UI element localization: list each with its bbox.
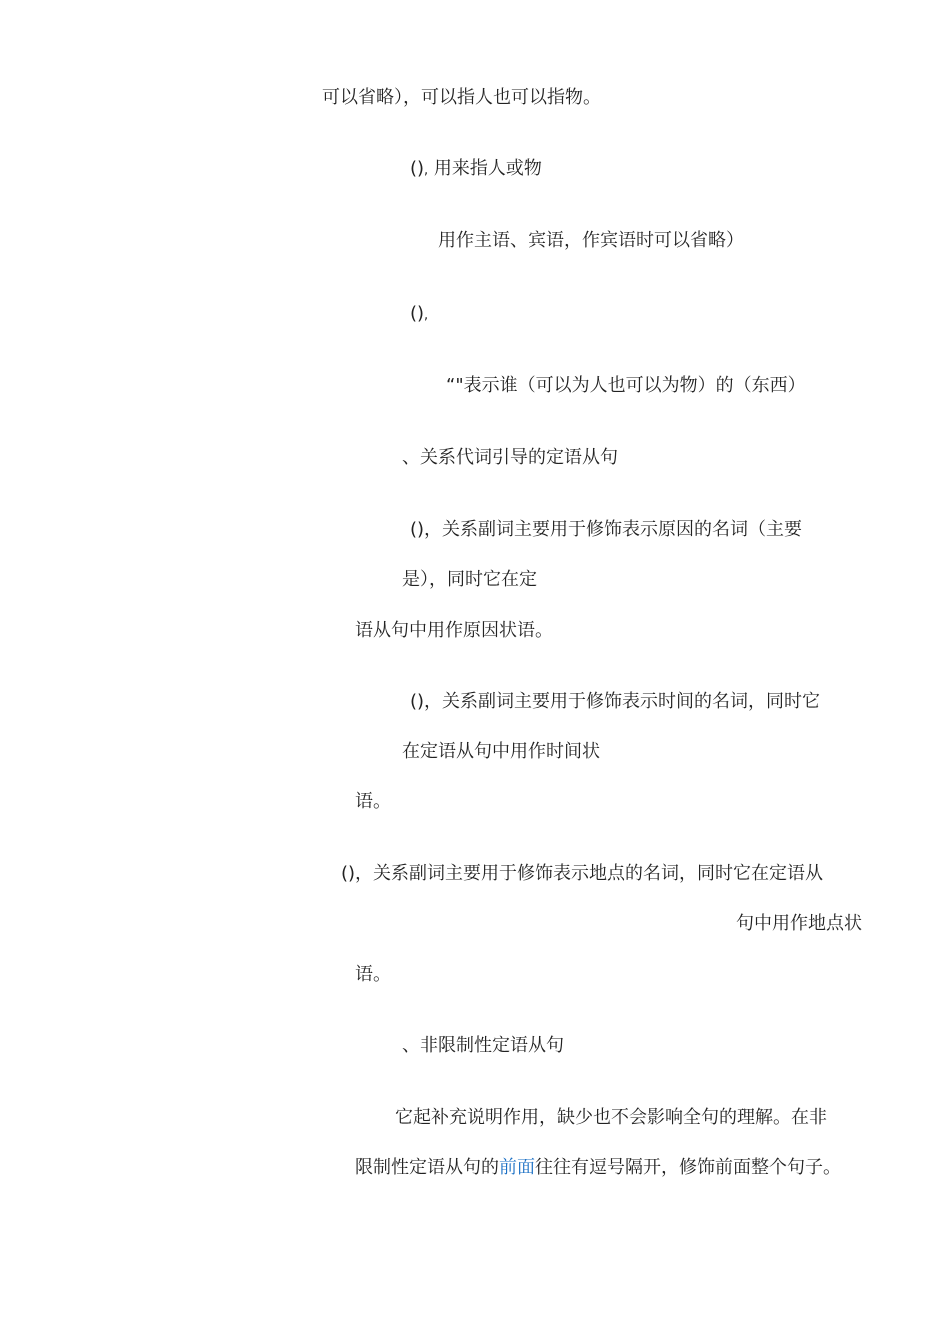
- text-line: ()，关系副词主要用于修饰表示时间的名词，同时它: [410, 691, 821, 712]
- text-line: 语从句中用作原因状语。: [355, 620, 553, 641]
- comma: ,: [424, 308, 429, 323]
- text-fragment: 往往有逗号隔开，修饰前面整个句子。: [535, 1157, 841, 1178]
- text-fragment: 限制性定语从句的: [355, 1157, 499, 1178]
- text-line: ()，关系副词主要用于修饰表示原因的名词（主要: [410, 519, 803, 540]
- text-line: “"表示谁（可以为人也可以为物）的（东西）: [446, 375, 806, 396]
- text-line: [410, 157, 542, 183]
- text-fragment: 用来指人或物: [433, 158, 542, 179]
- parentheses: (): [410, 303, 425, 324]
- text-line: 用作主语、宾语，作宾语时可以省略）: [438, 230, 744, 251]
- parentheses: (): [410, 158, 425, 179]
- text-line: 在定语从句中用作时间状: [402, 741, 600, 762]
- text-line: 语。: [355, 964, 391, 985]
- text-line: [355, 1156, 841, 1180]
- text-line: 句中用作地点状: [736, 913, 862, 934]
- text-line: 可以省略），可以指人也可以指物。: [322, 87, 601, 108]
- text-line: 语。: [355, 791, 391, 812]
- text-line: 它起补充说明作用，缺少也不会影响全句的理解。在非: [395, 1107, 827, 1128]
- link-qianmian[interactable]: 前面: [499, 1157, 535, 1178]
- section-heading: 、关系代词引导的定语从句: [402, 447, 618, 468]
- section-heading: 、非限制性定语从句: [402, 1035, 564, 1056]
- text-line: [410, 302, 428, 328]
- text-line: 是），同时它在定: [402, 569, 537, 590]
- text-line: ()，关系副词主要用于修饰表示地点的名词，同时它在定语从: [341, 863, 824, 884]
- comma: ,: [424, 163, 429, 178]
